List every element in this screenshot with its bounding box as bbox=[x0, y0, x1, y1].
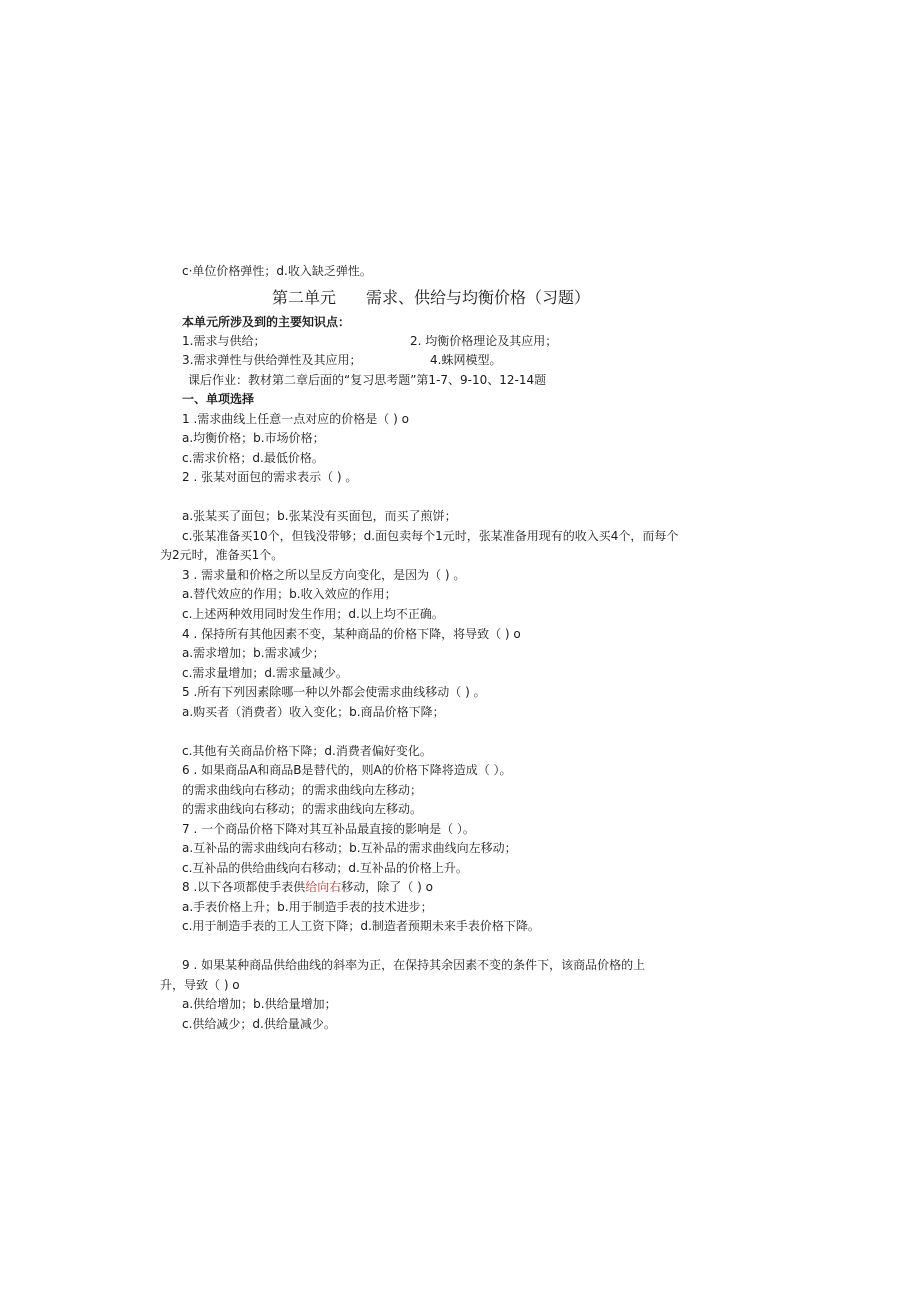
option: a.张某买了面包；b.张某没有买面包，而买了煎饼； bbox=[182, 509, 457, 523]
option: a.替代效应的作用；b.收入效应的作用； bbox=[182, 587, 397, 601]
option: 为2元时，准备买1个。 bbox=[160, 548, 284, 562]
knowledge-point: 4.蛛网模型。 bbox=[430, 353, 502, 367]
question: 升，导致（ ) o bbox=[160, 978, 240, 992]
knowledge-point: 3.需求弹性与供给弹性及其应用； bbox=[182, 353, 362, 367]
highlighted-text: 给向右 bbox=[305, 880, 342, 894]
option: 的需求曲线向右移动；的需求曲线向左移动； bbox=[182, 783, 423, 797]
unit-title: 第二单元 bbox=[272, 288, 337, 307]
option: a.购买者（消费者）收入变化；b.商品价格下降； bbox=[182, 705, 445, 719]
section-heading: 本单元所涉及到的主要知识点： bbox=[182, 315, 351, 329]
question: 9 . 如果某种商品供给曲线的斜率为正，在保持其余因素不变的条件下，该商品价格的上 bbox=[182, 958, 646, 972]
question-text: 移动，除了（ ) o bbox=[341, 880, 433, 894]
option: c.用于制造手表的工人工资下降；d.制造者预期未来手表价格下降。 bbox=[182, 919, 540, 933]
text-line: c·单位价格弹性；d.收入缺乏弹性。 bbox=[182, 264, 372, 278]
option: c.张某准备买10个，但钱没带够；d.面包卖每个1元时，张某准备用现有的收入买4个，而每个 bbox=[182, 529, 679, 543]
question: 2 . 张某对面包的需求表示（ ) 。 bbox=[182, 470, 358, 484]
question: 5 .所有下列因素除哪一种以外都会使需求曲线移动（ ) 。 bbox=[182, 685, 486, 699]
option: c.需求价格；d.最低价格。 bbox=[182, 451, 324, 465]
option: c.其他有关商品价格下降；d.消费者偏好变化。 bbox=[182, 744, 432, 758]
question: 6 . 如果商品A和商品B是替代的，则A的价格下降将造成（ ）。 bbox=[182, 763, 512, 777]
question bbox=[182, 879, 433, 895]
question: 1 .需求曲线上任意一点对应的价格是（ ) o bbox=[182, 412, 409, 426]
option: c.互补品的供给曲线向右移动；d.互补品的价格上升。 bbox=[182, 861, 468, 875]
option: a.手表价格上升；b.用于制造手表的技术进步； bbox=[182, 900, 433, 914]
section-heading: 一、单项选择 bbox=[182, 392, 255, 406]
option: 的需求曲线向右移动；的需求曲线向左移动。 bbox=[182, 802, 423, 816]
option: c.需求量增加；d.需求量减少。 bbox=[182, 666, 348, 680]
option: c.上述两种效用同时发生作用；d.以上均不正确。 bbox=[182, 607, 444, 621]
knowledge-point: 2. 均衡价格理论及其应用； bbox=[410, 334, 558, 348]
question: 7 . 一个商品价格下降对其互补品最直接的影响是（ ）。 bbox=[182, 822, 475, 836]
option: a.互补品的需求曲线向右移动；b.互补品的需求曲线向左移动； bbox=[182, 841, 517, 855]
option: a.供给增加；b.供给量增加； bbox=[182, 997, 337, 1011]
homework-note: 课后作业：教材第二章后面的“复习思考题”第1-7、9-10、12-14题 bbox=[188, 373, 547, 387]
knowledge-point: 1.需求与供给； bbox=[182, 334, 266, 348]
question: 4 . 保持所有其他因素不变，某种商品的价格下降，将导致（ ) o bbox=[182, 627, 521, 641]
option: c.供给减少；d.供给量减少。 bbox=[182, 1017, 336, 1031]
question: 3 . 需求量和价格之所以呈反方向变化，是因为（ ) 。 bbox=[182, 568, 466, 582]
question-text: 8 .以下各项都使手表供 bbox=[182, 880, 306, 894]
unit-subtitle: 需求、供给与均衡价格（习题） bbox=[366, 288, 591, 307]
option: a.需求增加；b.需求减少； bbox=[182, 646, 325, 660]
option: a.均衡价格；b.市场价格； bbox=[182, 431, 325, 445]
